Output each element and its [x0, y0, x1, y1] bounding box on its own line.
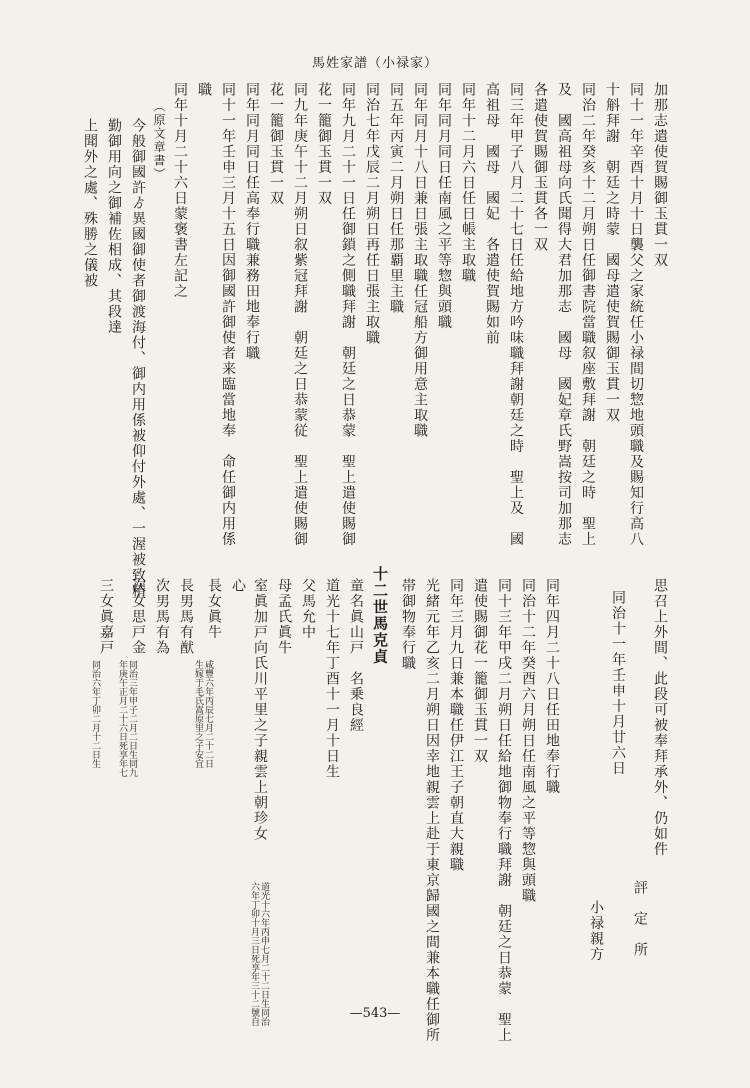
annotation-note: 年庚午正月二十六日死享年七: [117, 660, 127, 777]
text-column: 同年九月二十一日任御鎖之側職拜謝 朝廷之日恭蒙 聖上遣使賜御: [340, 82, 356, 547]
generation-heading: 十二世馬克貞: [371, 566, 389, 665]
text-column: 次女思戸金: [130, 578, 146, 656]
text-column: 同十一年辛酉十月十日襲父之家統任小禄間切惣地頭職及賜知行高八: [628, 82, 644, 547]
text-column: 花一籠御玉貫一双: [316, 82, 332, 206]
text-column: 同治二年癸亥十二月朔日任御書院當職叙座敷拜謝 朝廷之時 聖上: [580, 82, 596, 547]
annotation-note: 六年丁卯十月三日死享年三十二號自: [249, 882, 259, 1026]
annotation-note: 咸豐六年丙辰七月二十二日: [203, 660, 213, 768]
text-column: 及 國高祖母向氏聞得大君加那志 國母 國妃章氏野嵩按司加那志: [556, 82, 572, 547]
text-column: 同治七年戊辰二月朔日再任日張主取職: [364, 82, 380, 346]
date-column: 同治十一年壬申十月廿六日: [610, 590, 626, 776]
annotation-note: 同治六年丁卯二月十二日生: [90, 660, 100, 768]
annotation-note: 同治三年甲子二月二日生同九: [127, 660, 137, 777]
text-column: 同年三月九日兼本職任伊江王子朝直大親職: [448, 578, 464, 873]
text-column: 同治十二年癸酉六月朔日任南風之平等惣與頭職: [520, 578, 536, 904]
text-column: 加那志遣使賀賜御玉貫一双: [652, 82, 668, 268]
text-column: 童名眞山戸 名乗良經: [348, 578, 364, 733]
text-column: 心: [230, 578, 246, 594]
text-column: 職: [196, 82, 212, 98]
page-number: —543—: [349, 1006, 401, 1021]
text-column: 同年同月同日任南風之平等惣與頭職: [436, 82, 452, 330]
text-column: 同年十月二十六日蒙褒書左記之: [172, 82, 188, 299]
text-column: 同年同月同日任高奉行職兼務田地奉行職: [244, 82, 260, 361]
issuer-column: 評 定 所: [632, 880, 648, 958]
text-column: 勤御用向之御補佐相成、其段達: [106, 118, 122, 335]
text-column: 同十三年甲戌二月朔日任給地御物奉行職拜謝 朝廷之日恭蒙 聖上: [496, 578, 512, 1043]
text-column: 同九年庚午十二月朔日叙紫冠拜謝 朝廷之日恭蒙従 聖上遣使賜御: [292, 82, 308, 547]
text-column: 三女眞嘉戸: [98, 578, 114, 656]
text-column: 遣使賜御花一籠御玉貫一双: [472, 578, 488, 764]
text-column: 道光十七年丁酉十一月十日生: [324, 578, 340, 780]
signer-column: 小禄親方: [588, 900, 604, 962]
text-column: 母孟氏眞牛: [276, 578, 292, 656]
text-column: 上聞外之處、殊勝之儀被: [82, 118, 98, 289]
text-column: 今般御國許ゟ異國御使者御渡海付、御内用係被仰付外處、一渥被致精: [130, 118, 146, 599]
text-column: 高祖母 國母 國妃 各遣使賀賜如前: [484, 82, 500, 346]
text-column: 十斛拜謝 朝廷之時蒙 國母遣使賀賜御玉貫一双: [604, 82, 620, 423]
text-column: 室眞加戸向氏川平里之子親雲上朝珍女: [252, 578, 268, 842]
text-column: 父馬允中: [300, 578, 316, 640]
text-column: 同年四月二十八日任田地奉行職: [544, 578, 560, 795]
original-text-label: （原文章書）: [152, 100, 166, 181]
text-column: 各遣使賀賜御玉貫各一双: [532, 82, 548, 253]
text-column: 思召上外間、此段可被奉拜承外、仍如件: [652, 578, 668, 857]
text-column: 同三年甲子八月二十七日任給地方吟味職拜謝朝廷之時 聖上及 國: [508, 82, 524, 547]
page-title: 馬姓家譜（小禄家）: [311, 56, 438, 71]
text-column: 同五年丙寅二月朔日任那覇里主職: [388, 82, 404, 315]
text-column: 同年十二月六日任日帳主取職: [460, 82, 476, 284]
text-column: 長女眞牛: [206, 578, 222, 640]
text-column: 帯御物奉行職: [400, 578, 416, 671]
text-column: 長男馬有猷: [178, 578, 194, 656]
text-column: 次男馬有為: [154, 578, 170, 656]
annotation-note: 生嫁于毛氏嵩原里之子安宜: [193, 660, 203, 768]
text-column: 同十一年壬申三月十五日因御國許御使者来臨當地奉 命任御内用係: [220, 82, 236, 547]
text-column: 光緒元年乙亥二月朔日因幸地親雲上赴于東京歸國之間兼本職任御所: [424, 578, 440, 1043]
text-column: 同年同月十八日兼日張主取職任冠船方御用意主取職: [412, 82, 428, 439]
annotation-note: 道光十六年丙申七月二十二日生同治: [259, 882, 269, 1026]
text-column: 花一籠御玉貫一双: [268, 82, 284, 206]
